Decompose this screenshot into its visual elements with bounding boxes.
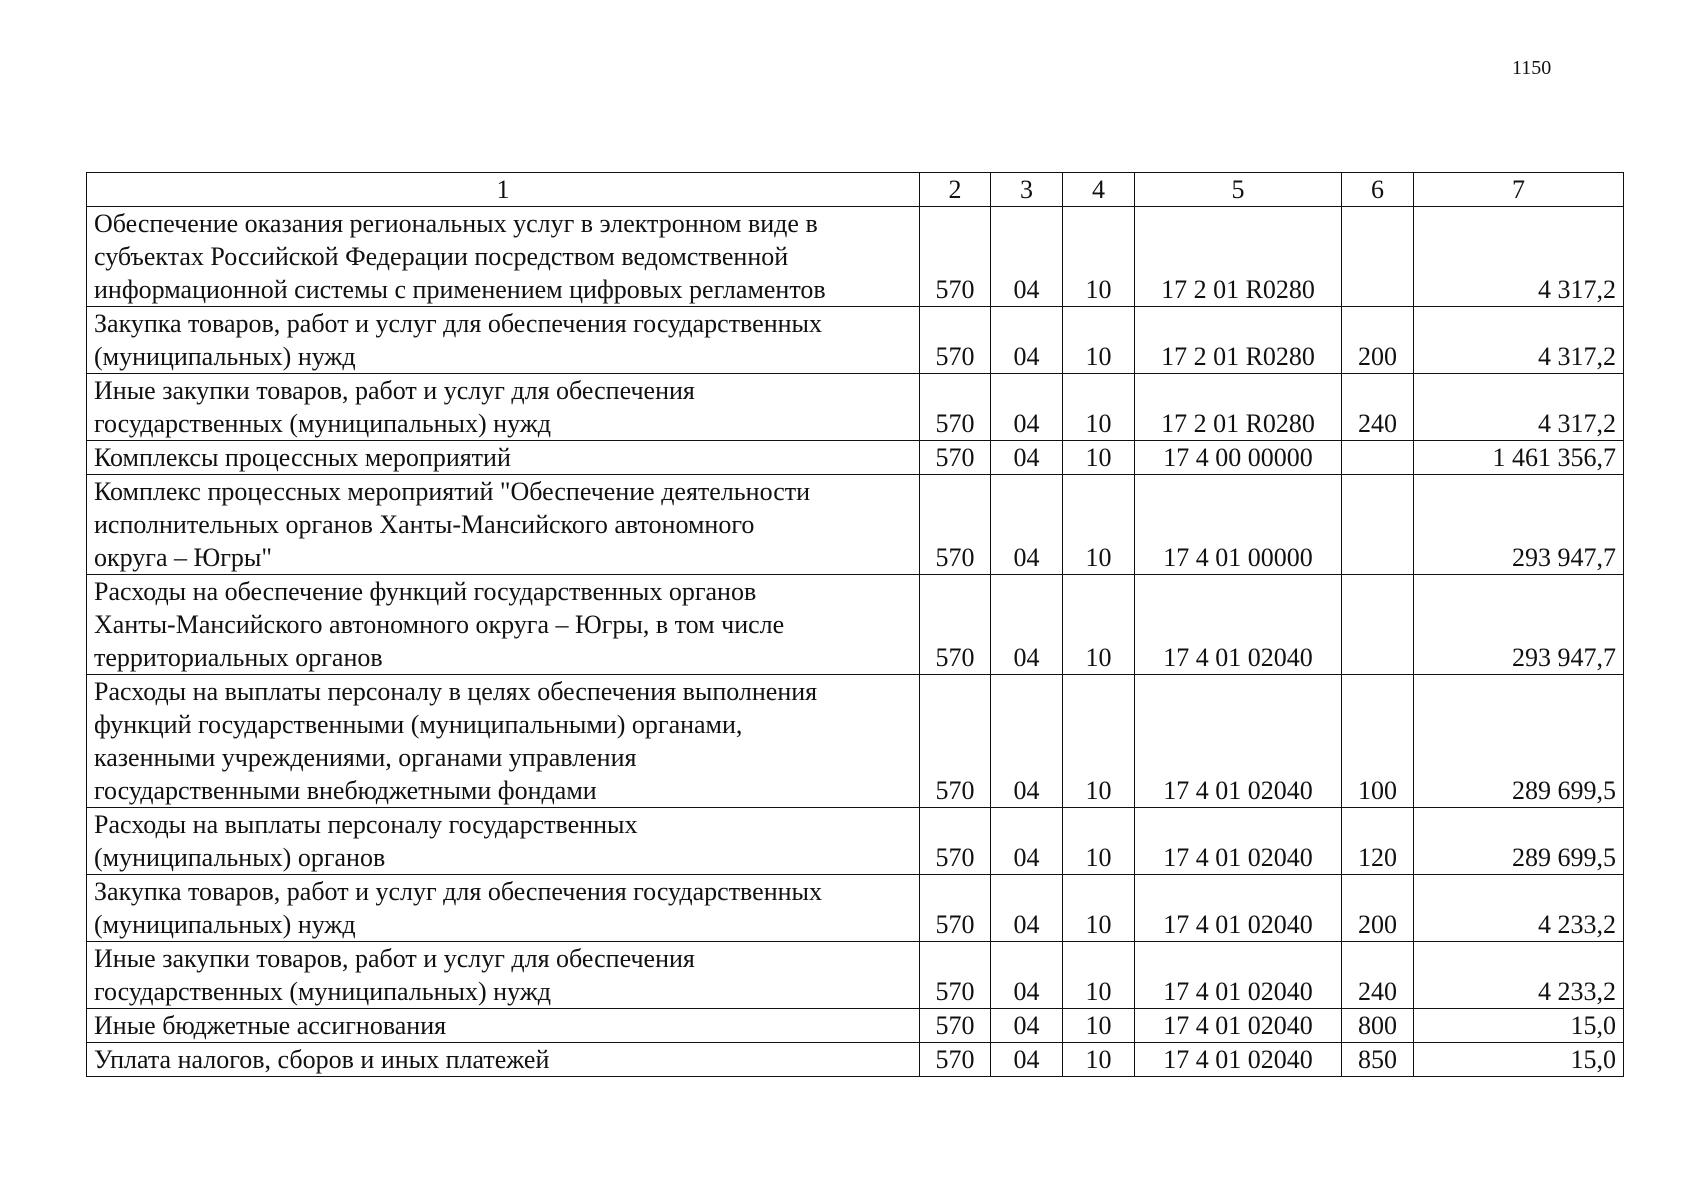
cell-name	[87, 207, 920, 307]
cell-name-line: Иные закупки товаров, работ и услуг для обеспечения	[94, 376, 695, 405]
cell-csr: 17 4 01 00000	[1135, 475, 1342, 575]
cell-name-line: (муниципальных) нужд	[94, 910, 356, 939]
cell-name-line: Закупка товаров, работ и услуг для обеспечения государственных	[94, 309, 823, 338]
cell-amount: 4 317,2	[1414, 307, 1624, 374]
cell-name-line: (муниципальных) органов	[94, 843, 386, 872]
cell-ved: 570	[920, 441, 991, 475]
header-col-2: 2	[920, 173, 991, 207]
header-col-7: 7	[1414, 173, 1624, 207]
table-row	[87, 808, 1624, 875]
cell-name-line: Закупка товаров, работ и услуг для обеспечения государственных	[94, 877, 823, 906]
cell-rz: 04	[991, 875, 1063, 942]
cell-vr: 850	[1342, 1043, 1414, 1077]
cell-vr	[1342, 441, 1414, 475]
table-row	[87, 441, 1624, 475]
cell-pr: 10	[1063, 575, 1135, 675]
cell-name-line: Иные закупки товаров, работ и услуг для обеспечения	[94, 944, 695, 973]
cell-name-line: исполнительных органов Ханты-Мансийского автономного	[94, 510, 755, 539]
cell-rz: 04	[991, 575, 1063, 675]
cell-name-line: Комплекс процессных мероприятий "Обеспечение деятельности	[94, 477, 811, 506]
cell-name	[87, 1009, 920, 1043]
cell-name-line: Обеспечение оказания региональных услуг в электронном виде в	[94, 209, 818, 238]
cell-amount: 293 947,7	[1414, 475, 1624, 575]
cell-rz: 04	[991, 207, 1063, 307]
cell-name-line: государственных (муниципальных) нужд	[94, 977, 551, 1006]
cell-pr: 10	[1063, 475, 1135, 575]
cell-csr: 17 4 01 02040	[1135, 808, 1342, 875]
cell-vr: 120	[1342, 808, 1414, 875]
cell-rz: 04	[991, 441, 1063, 475]
cell-amount: 4 317,2	[1414, 207, 1624, 307]
cell-name-line: государственных (муниципальных) нужд	[94, 409, 551, 438]
table-body	[87, 207, 1624, 1077]
cell-amount: 293 947,7	[1414, 575, 1624, 675]
cell-amount: 4 233,2	[1414, 875, 1624, 942]
cell-rz: 04	[991, 942, 1063, 1009]
cell-pr: 10	[1063, 374, 1135, 441]
cell-pr: 10	[1063, 1043, 1135, 1077]
table-row	[87, 1009, 1624, 1043]
table-row	[87, 575, 1624, 675]
cell-ved: 570	[920, 942, 991, 1009]
table-row	[87, 475, 1624, 575]
table-row	[87, 307, 1624, 374]
cell-name-line: территориальных органов	[94, 643, 383, 672]
cell-ved: 570	[920, 374, 991, 441]
cell-vr: 100	[1342, 675, 1414, 808]
cell-vr	[1342, 207, 1414, 307]
cell-pr: 10	[1063, 875, 1135, 942]
budget-table	[86, 172, 1624, 1077]
cell-ved: 570	[920, 307, 991, 374]
cell-ved: 570	[920, 207, 991, 307]
cell-rz: 04	[991, 1043, 1063, 1077]
cell-pr: 10	[1063, 441, 1135, 475]
cell-csr: 17 4 01 02040	[1135, 942, 1342, 1009]
table-row	[87, 374, 1624, 441]
cell-amount: 1 461 356,7	[1414, 441, 1624, 475]
cell-name-line: Комплексы процессных мероприятий	[94, 443, 511, 472]
cell-name	[87, 575, 920, 675]
cell-amount: 289 699,5	[1414, 808, 1624, 875]
cell-name-line: казенными учреждениями, органами управления	[94, 743, 637, 772]
cell-name-line: государственными внебюджетными фондами	[94, 776, 597, 805]
cell-name-line: Расходы на выплаты персоналу в целях обеспечения выполнения	[94, 677, 818, 706]
cell-name	[87, 307, 920, 374]
cell-ved: 570	[920, 575, 991, 675]
cell-rz: 04	[991, 1009, 1063, 1043]
header-col-1: 1	[87, 173, 920, 207]
cell-vr: 200	[1342, 307, 1414, 374]
cell-amount: 289 699,5	[1414, 675, 1624, 808]
cell-csr: 17 2 01 R0280	[1135, 374, 1342, 441]
cell-amount: 4 317,2	[1414, 374, 1624, 441]
table-row	[87, 875, 1624, 942]
header-col-4: 4	[1063, 173, 1135, 207]
cell-name-line: Ханты-Мансийского автономного округа – Югры, в том числе	[94, 610, 785, 639]
cell-name-line: информационной системы с применением цифровых регламентов	[94, 275, 826, 304]
cell-ved: 570	[920, 1043, 991, 1077]
cell-pr: 10	[1063, 307, 1135, 374]
cell-name-line: Уплата налогов, сборов и иных платежей	[94, 1045, 550, 1074]
cell-vr	[1342, 575, 1414, 675]
cell-name-line: субъектах Российской Федерации посредством ведомственной	[94, 242, 789, 271]
cell-rz: 04	[991, 307, 1063, 374]
header-col-5: 5	[1135, 173, 1342, 207]
cell-name	[87, 675, 920, 808]
cell-amount: 15,0	[1414, 1009, 1624, 1043]
header-col-6: 6	[1342, 173, 1414, 207]
cell-name	[87, 942, 920, 1009]
cell-amount: 15,0	[1414, 1043, 1624, 1077]
cell-name-line: Иные бюджетные ассигнования	[94, 1011, 447, 1040]
header-col-3: 3	[991, 173, 1063, 207]
cell-pr: 10	[1063, 808, 1135, 875]
cell-csr: 17 4 01 02040	[1135, 575, 1342, 675]
cell-ved: 570	[920, 808, 991, 875]
cell-csr: 17 4 01 02040	[1135, 875, 1342, 942]
cell-rz: 04	[991, 808, 1063, 875]
cell-ved: 570	[920, 1009, 991, 1043]
cell-vr: 240	[1342, 374, 1414, 441]
cell-name	[87, 808, 920, 875]
cell-csr: 17 4 00 00000	[1135, 441, 1342, 475]
cell-pr: 10	[1063, 1009, 1135, 1043]
cell-csr: 17 4 01 02040	[1135, 675, 1342, 808]
cell-ved: 570	[920, 475, 991, 575]
cell-csr: 17 4 01 02040	[1135, 1009, 1342, 1043]
cell-pr: 10	[1063, 207, 1135, 307]
table-header	[87, 173, 1624, 207]
cell-vr: 800	[1342, 1009, 1414, 1043]
cell-name	[87, 475, 920, 575]
cell-name	[87, 374, 920, 441]
cell-name	[87, 441, 920, 475]
cell-name-line: Расходы на выплаты персоналу государственных	[94, 810, 638, 839]
table-row	[87, 1043, 1624, 1077]
header-row	[87, 173, 1624, 207]
table-row	[87, 942, 1624, 1009]
cell-csr: 17 4 01 02040	[1135, 1043, 1342, 1077]
table-row	[87, 675, 1624, 808]
cell-pr: 10	[1063, 942, 1135, 1009]
cell-name-line: (муниципальных) нужд	[94, 342, 356, 371]
cell-rz: 04	[991, 475, 1063, 575]
cell-name-line: Расходы на обеспечение функций государственных органов	[94, 577, 757, 606]
cell-vr: 240	[1342, 942, 1414, 1009]
cell-ved: 570	[920, 675, 991, 808]
table-row	[87, 207, 1624, 307]
cell-csr: 17 2 01 R0280	[1135, 307, 1342, 374]
cell-pr: 10	[1063, 675, 1135, 808]
cell-ved: 570	[920, 875, 991, 942]
cell-vr: 200	[1342, 875, 1414, 942]
cell-amount: 4 233,2	[1414, 942, 1624, 1009]
cell-rz: 04	[991, 675, 1063, 808]
cell-name	[87, 875, 920, 942]
cell-rz: 04	[991, 374, 1063, 441]
cell-name	[87, 1043, 920, 1077]
cell-name-line: округа – Югры"	[94, 543, 272, 572]
cell-vr	[1342, 475, 1414, 575]
cell-csr: 17 2 01 R0280	[1135, 207, 1342, 307]
page-number: 1150	[1512, 57, 1552, 79]
cell-name-line: функций государственными (муниципальными) органами,	[94, 710, 743, 739]
